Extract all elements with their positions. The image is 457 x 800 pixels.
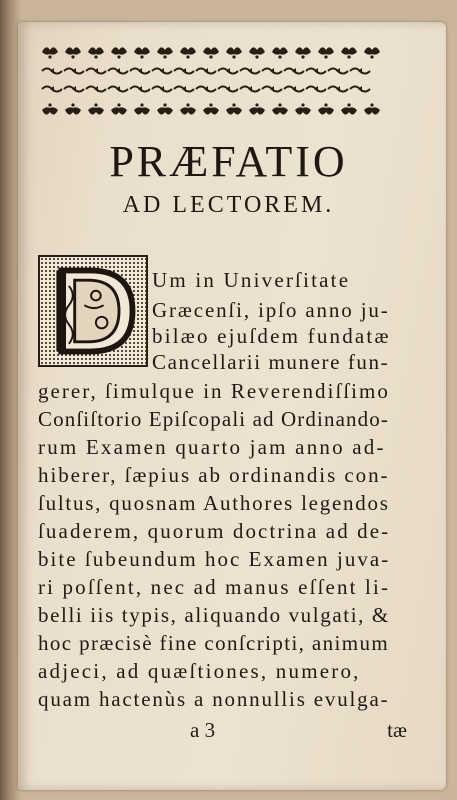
text-line: gerer, ſimulque in Reverendiſſimo: [38, 379, 390, 403]
text-line: hoc præcisè fine conſcripti, animum: [38, 631, 390, 655]
text-line: bite ſubeundum hoc Examen juva-: [38, 547, 391, 571]
text-line: quam hactenùs a nonnullis evulga-: [38, 687, 390, 711]
signature-mark: a 3: [190, 718, 216, 742]
text-line: Um in Univerſitate: [152, 268, 351, 292]
text-line: rum Examen quarto jam anno ad-: [38, 435, 386, 459]
text-line: ſultus, quosnam Authores legendos: [38, 491, 390, 515]
text-line: Cancellarii munere fun-: [152, 350, 390, 374]
text-line: ſuaderem, quorum doctrina ad de-: [38, 519, 391, 543]
ornamental-headpiece: [40, 40, 382, 122]
text-line: Conſiſtorio Epiſcopali ad Ordinando-: [38, 407, 389, 431]
text-line: Græcenſi, ipſo anno ju-: [152, 298, 390, 322]
decorated-initial-d: [38, 255, 148, 367]
catchword: tæ: [387, 718, 407, 742]
text-line: hiberer, ſæpius ab ordinandis con-: [38, 463, 390, 487]
text-line: bilæo ejuſdem fundatæ: [152, 324, 391, 348]
page-subtitle: AD LECTOREM.: [122, 192, 335, 218]
text-line: belli iis typis, aliquando vulgati, &: [38, 603, 390, 627]
page-title: PRÆFATIO: [109, 137, 348, 186]
text-line: adjeci, ad quæſtiones, numero,: [38, 659, 361, 683]
text-line: ri poſſent, nec ad manus eſſent li-: [38, 575, 391, 599]
